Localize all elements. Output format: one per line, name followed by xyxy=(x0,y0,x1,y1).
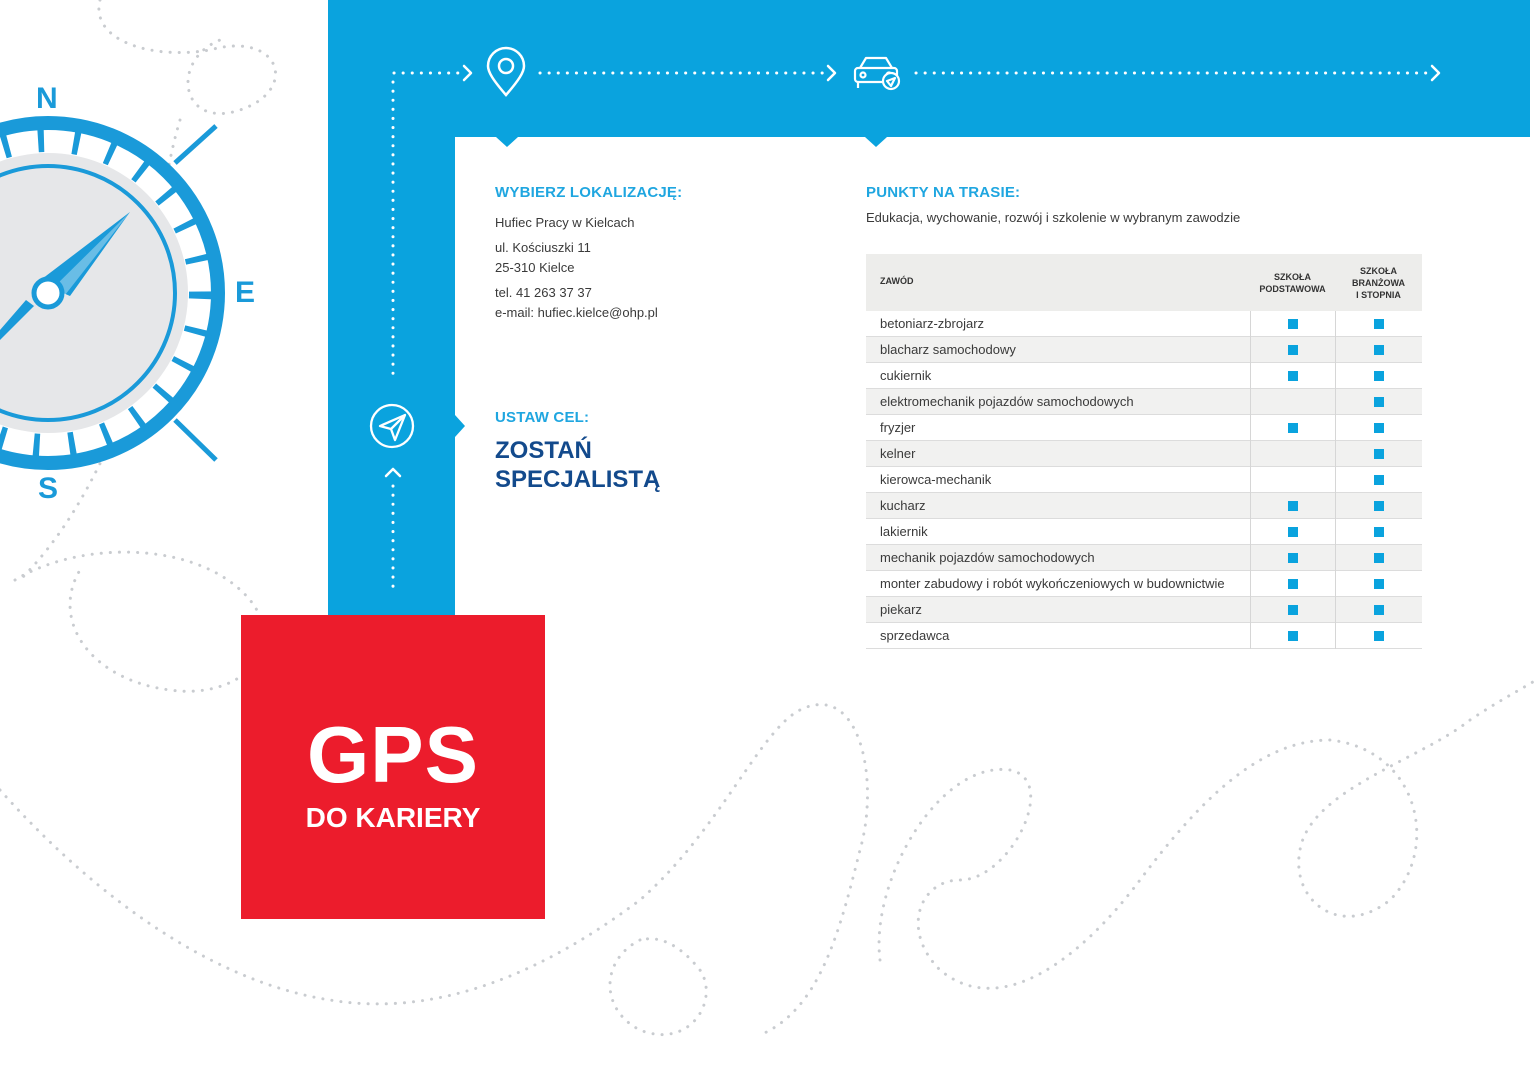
table-header xyxy=(866,254,1422,311)
table-row xyxy=(866,493,1422,519)
column-divider xyxy=(1250,519,1251,545)
column-divider xyxy=(1335,597,1336,623)
table-row xyxy=(866,623,1422,649)
vocational-school-mark xyxy=(1374,605,1384,615)
arrow-up-icon xyxy=(386,469,400,476)
goal-heading: USTAW CEL: xyxy=(495,409,590,426)
goal-text xyxy=(495,436,660,494)
profession-name: lakiernik xyxy=(880,524,928,539)
table-row xyxy=(866,519,1422,545)
table-row xyxy=(866,545,1422,571)
gps-subtitle: DO KARIERY xyxy=(305,802,481,833)
column-divider xyxy=(1335,311,1336,337)
column-divider xyxy=(1335,571,1336,597)
compass-east-label: E xyxy=(235,276,256,309)
table-row xyxy=(866,467,1422,493)
column-divider xyxy=(1335,493,1336,519)
primary-school-mark xyxy=(1288,631,1298,641)
table-row xyxy=(866,337,1422,363)
table-row xyxy=(866,363,1422,389)
primary-school-mark xyxy=(1288,553,1298,563)
vocational-school-mark xyxy=(1374,319,1384,329)
table-row xyxy=(866,311,1422,337)
vocational-school-mark xyxy=(1374,475,1384,485)
table-row xyxy=(866,441,1422,467)
points-heading: PUNKTY NA TRASIE: xyxy=(866,184,1021,201)
primary-school-mark xyxy=(1288,579,1298,589)
primary-school-mark xyxy=(1288,501,1298,511)
send-icon xyxy=(371,405,413,447)
column-header-profession: ZAWÓD xyxy=(880,276,914,286)
column-divider xyxy=(1250,545,1251,571)
location-name: Hufiec Pracy w Kielcach xyxy=(495,215,635,230)
column-divider xyxy=(1335,363,1336,389)
location-city: 25-310 Kielce xyxy=(495,260,575,275)
profession-name: blacharz samochodowy xyxy=(880,342,1016,357)
column-divider xyxy=(1335,623,1336,649)
column-divider xyxy=(1335,545,1336,571)
column-divider xyxy=(1335,389,1336,415)
column-divider xyxy=(1335,441,1336,467)
car-icon xyxy=(855,58,899,89)
profession-name: cukiernik xyxy=(880,368,932,383)
profession-name: kierowca-mechanik xyxy=(880,472,992,487)
column-header-primary-school-label: SZKOŁA PODSTAWOWA xyxy=(1259,271,1326,294)
profession-name: sprzedawca xyxy=(880,628,950,643)
profession-name: betoniarz-zbrojarz xyxy=(880,316,985,331)
compass-north-label: N xyxy=(36,82,58,115)
column-header-primary-school xyxy=(1250,254,1335,311)
compass-illustration xyxy=(0,123,218,463)
profession-name: fryzjer xyxy=(880,420,916,435)
vocational-school-mark xyxy=(1374,631,1384,641)
primary-school-mark xyxy=(1288,345,1298,355)
column-divider xyxy=(1335,467,1336,493)
column-divider xyxy=(1250,389,1251,415)
arrow-right-icon xyxy=(1432,66,1439,80)
gps-brand-box xyxy=(241,615,545,919)
table-row xyxy=(866,571,1422,597)
profession-name: elektromechanik pojazdów samochodowych xyxy=(880,394,1134,409)
profession-name: kucharz xyxy=(880,498,926,513)
vocational-school-mark xyxy=(1374,501,1384,511)
goal-line-2: SPECJALISTĄ xyxy=(495,466,661,493)
arrow-right-icon xyxy=(828,66,835,80)
column-divider xyxy=(1250,363,1251,389)
table-row xyxy=(866,597,1422,623)
table-row xyxy=(866,415,1422,441)
column-divider xyxy=(1250,337,1251,363)
profession-name: mechanik pojazdów samochodowych xyxy=(880,550,1095,565)
location-street: ul. Kościuszki 11 xyxy=(495,240,591,255)
primary-school-mark xyxy=(1288,423,1298,433)
column-divider xyxy=(1250,571,1251,597)
column-divider xyxy=(1250,415,1251,441)
column-divider xyxy=(1250,441,1251,467)
column-header-vocational-school-label: SZKOŁA BRANŻOWA I STOPNIA xyxy=(1352,265,1405,300)
vocational-school-mark xyxy=(1374,371,1384,381)
compass-south-label: S xyxy=(38,472,59,505)
column-divider xyxy=(1250,493,1251,519)
vocational-school-mark xyxy=(1374,423,1384,433)
arrow-right-icon xyxy=(464,66,471,80)
column-header-vocational-school xyxy=(1335,254,1422,311)
column-divider xyxy=(1250,623,1251,649)
points-subtitle: Edukacja, wychowanie, rozwój i szkolenie w wybranym zawodzie xyxy=(866,210,1241,225)
column-divider xyxy=(1335,415,1336,441)
location-heading: WYBIERZ LOKALIZACJĘ: xyxy=(495,184,683,201)
primary-school-mark xyxy=(1288,527,1298,537)
vocational-school-mark xyxy=(1374,527,1384,537)
vocational-school-mark xyxy=(1374,345,1384,355)
column-divider xyxy=(1250,597,1251,623)
column-divider xyxy=(1250,467,1251,493)
column-divider xyxy=(1335,519,1336,545)
column-divider xyxy=(1250,311,1251,337)
map-pin-icon xyxy=(488,48,524,95)
profession-name: monter zabudowy i robót wykończeniowych w budownictwie xyxy=(880,576,1225,591)
location-email[interactable]: e-mail: hufiec.kielce@ohp.pl xyxy=(495,305,658,320)
profession-name: kelner xyxy=(880,446,916,461)
vocational-school-mark xyxy=(1374,553,1384,563)
vocational-school-mark xyxy=(1374,579,1384,589)
profession-name: piekarz xyxy=(880,602,922,617)
column-divider xyxy=(1335,337,1336,363)
primary-school-mark xyxy=(1288,371,1298,381)
gps-title: GPS xyxy=(307,710,479,799)
primary-school-mark xyxy=(1288,319,1298,329)
primary-school-mark xyxy=(1288,605,1298,615)
location-phone: tel. 41 263 37 37 xyxy=(495,285,592,300)
vocational-school-mark xyxy=(1374,397,1384,407)
table-row xyxy=(866,389,1422,415)
goal-line-1: ZOSTAŃ xyxy=(495,437,592,464)
vocational-school-mark xyxy=(1374,449,1384,459)
